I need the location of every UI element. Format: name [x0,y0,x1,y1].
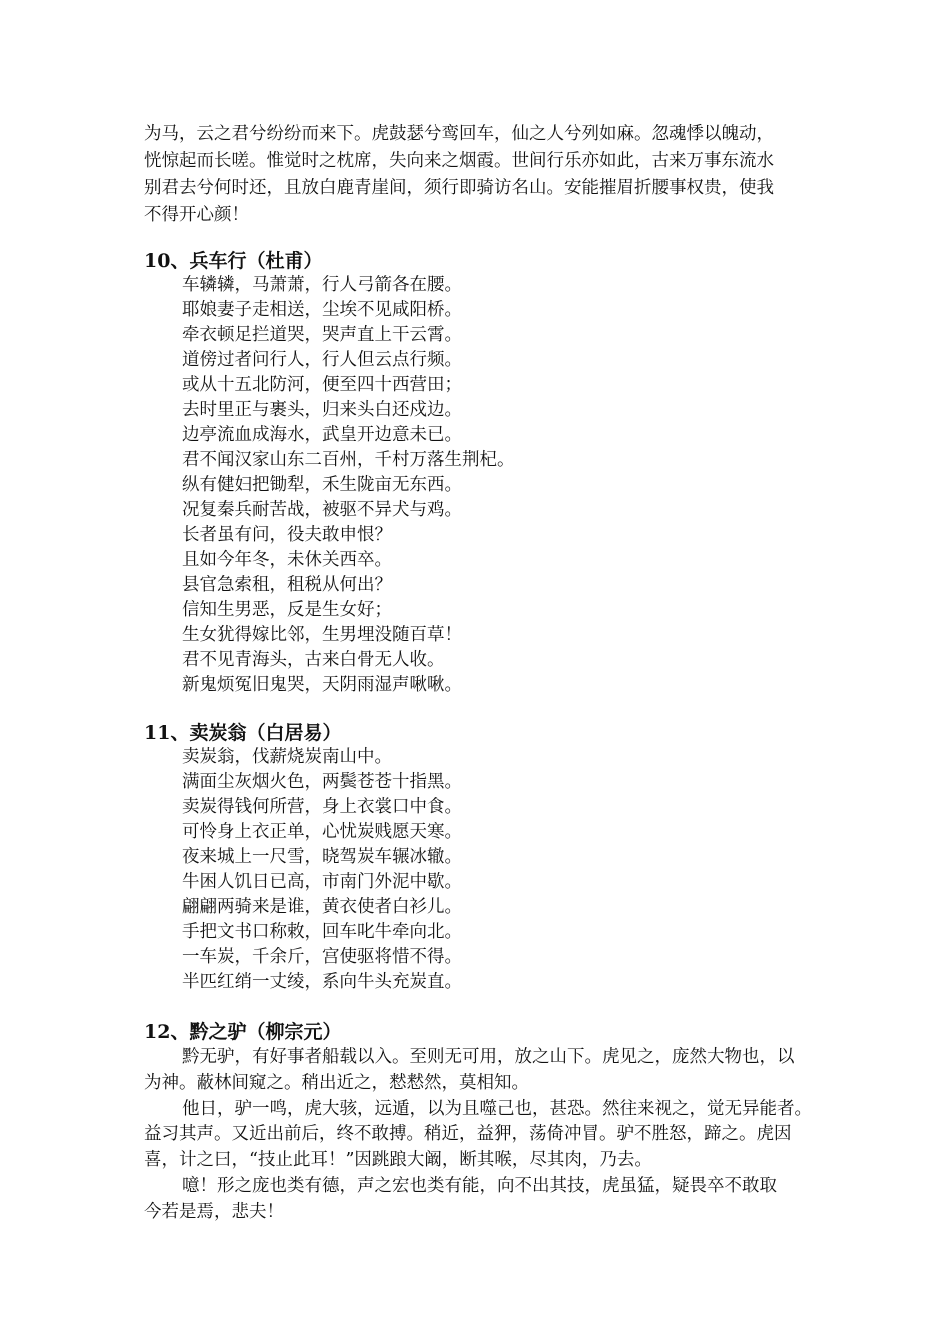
poem-line: 卖炭得钱何所营，身上衣裳口中食。 [182,797,462,817]
text-line: 为马，云之君兮纷纷而来下。虎鼓瑟兮鸾回车，仙之人兮列如麻。忽魂悸以魄动， [144,124,774,144]
poem-line: 且如今年冬，未休关西卒。 [182,550,392,570]
poem-line: 况复秦兵耐苦战，被驱不异犬与鸡。 [182,500,462,520]
prose-line: 为神。蔽林间窥之。稍出近之，慭慭然，莫相知。 [144,1072,529,1093]
poem-line: 半匹红绡一丈绫，系向牛头充炭直。 [182,972,462,992]
poem-line: 翩翩两骑来是谁，黄衣使者白衫儿。 [182,897,462,917]
prose-line: 益习其声。又近出前后，终不敢搏。稍近，益狎，荡倚冲冒。驴不胜怒，蹄之。虎因 [144,1124,792,1145]
poem-line: 夜来城上一尺雪，晓驾炭车辗冰辙。 [182,847,462,867]
prose-line: 他日，驴一鸣，虎大骇，远遁，以为且噬己也，甚恐。然往来视之，觉无异能者。 [182,1098,812,1119]
poem-line: 君不见青海头，古来白骨无人收。 [182,650,445,670]
poem-line: 生女犹得嫁比邻，生男埋没随百草！ [182,625,462,645]
poem-line: 卖炭翁，伐薪烧炭南山中。 [182,747,392,767]
section-heading-11: 11、卖炭翁（白居易） [144,722,342,744]
prose-line: 今若是焉，悲夫！ [144,1201,284,1222]
intro-paragraph [144,121,810,229]
prose-qianzhilv [144,1045,816,1226]
poem-line: 新鬼烦冤旧鬼哭，天阴雨湿声啾啾。 [182,675,462,695]
poem-line: 车辚辚，马萧萧，行人弓箭各在腰。 [182,275,462,295]
poem-bingchexing [182,273,515,698]
text-line: 恍惊起而长嗟。惟觉时之枕席，失向来之烟霞。世间行乐亦如此，古来万事东流水 [144,151,774,171]
poem-line: 牛困人饥日已高，市南门外泥中歇。 [182,872,462,892]
poem-line: 或从十五北防河，便至四十西营田； [182,375,462,395]
poem-maitanweng [182,745,462,995]
prose-line: 黔无驴，有好事者船载以入。至则无可用，放之山下。虎见之，庞然大物也，以 [182,1047,795,1067]
poem-line: 满面尘灰烟火色，两鬓苍苍十指黑。 [182,772,462,792]
poem-line: 长者虽有问，役夫敢申恨？ [182,525,392,545]
section-heading-10: 10、兵车行（杜甫） [144,250,323,272]
prose-line: 喜，计之曰，“技止此耳！”因跳踉大阚，断其喉，尽其肉，乃去。 [144,1150,652,1171]
poem-line: 纵有健妇把锄犁，禾生陇亩无东西。 [182,475,462,495]
poem-line: 去时里正与裹头，归来头白还戍边。 [182,400,462,420]
poem-line: 君不闻汉家山东二百州，千村万落生荆杞。 [182,450,515,470]
poem-line: 耶娘妻子走相送，尘埃不见咸阳桥。 [182,300,462,320]
section-heading-12: 12、黔之驴（柳宗元） [144,1021,342,1043]
poem-line: 信知生男恶，反是生女好； [182,600,392,620]
poem-line: 边亭流血成海水，武皇开边意未已。 [182,425,462,445]
prose-line: 噫！形之庞也类有德，声之宏也类有能，向不出其技，虎虽猛，疑畏卒不敢取 [182,1175,777,1196]
poem-line: 牵衣顿足拦道哭，哭声直上干云霄。 [182,325,462,345]
poem-line: 手把文书口称敕，回车叱牛牵向北。 [182,922,462,942]
poem-line: 县官急索租，租税从何出？ [182,575,392,595]
poem-line: 可怜身上衣正单，心忧炭贱愿天寒。 [182,822,462,842]
text-line: 不得开心颜！ [144,205,249,225]
text-line: 别君去兮何时还，且放白鹿青崖间，须行即骑访名山。安能摧眉折腰事权贵，使我 [144,178,774,198]
poem-line: 一车炭，千余斤，宫使驱将惜不得。 [182,947,462,967]
poem-line: 道傍过者问行人，行人但云点行频。 [182,350,462,370]
